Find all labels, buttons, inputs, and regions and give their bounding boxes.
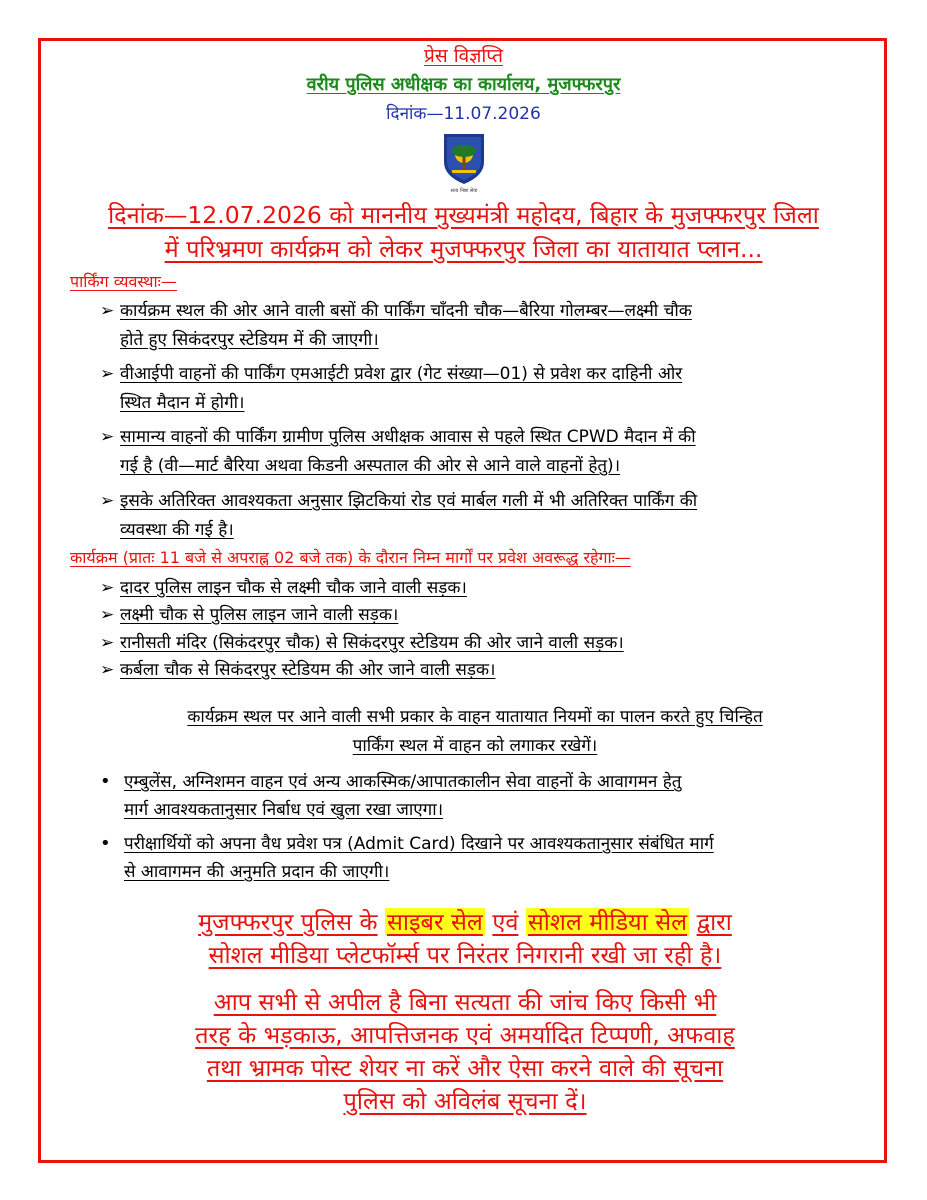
- public-appeal: आप सभी से अपील है बिना सत्यता की जांच किए किसी भी तरह के भड़काऊ, आपत्तिजनक एवं अमर्यादित टिप्पणी, अफवाह तथा भ्रामक पोस्ट शेयर ना करें और ऐसा करने वाले की सूचना पुलिस को अविलंब सूचना दें।: [195, 988, 735, 1115]
- parking-item: ➢ वीआईपी वाहनों की पार्किंग एमआईटी प्रवेश द्वार (गेट संख्या—01) से प्रवेश कर दाहिनी ओर स्थित मैदान में होगी।: [100, 360, 875, 418]
- traffic-rules-note: कार्यक्रम स्थल पर आने वाली सभी प्रकार के वाहन यातायात नियमों का पालन करते हुए चिन्हित पार्किंग स्थल में वाहन को लगाकर रखेगें।: [187, 707, 763, 756]
- bullet-dot-icon: •: [100, 771, 111, 792]
- press-release-title: प्रेस विज्ञप्ति: [424, 45, 503, 67]
- svg-text:सत्य निष्ठा सेवा: सत्य निष्ठा सेवा: [450, 188, 478, 194]
- emergency-note: • एम्बुलेंस, अग्निशमन वाहन एवं अन्य आकस्मिक/आपातकालीन सेवा वाहनों के आवागमन हेतु मार्ग आवश्यकतानुसार निर्बाध एवं खुला रखा जाएगा।: [100, 768, 870, 824]
- parking-item: ➢ इसके अतिरिक्त आवश्यकता अनुसार झिटकियां रोड एवं मार्बल गली में भी अतिरिक्त पार्किंग की व्यवस्था की गई है।: [100, 487, 875, 545]
- arrow-bullet-icon: ➢: [100, 660, 115, 680]
- arrow-bullet-icon: ➢: [100, 364, 115, 384]
- exam-candidates-note: • परीक्षार्थियों को अपना वैध प्रवेश पत्र (Admit Card) दिखाने पर आवश्यकतानुसार संबंधित मार्ग से आवागमन की अनुमति प्रदान की जाएगी।: [100, 830, 870, 886]
- social-media-cell-highlight: सोशल मीडिया सेल: [527, 908, 688, 936]
- restricted-heading: कार्यक्रम (प्रातः 11 बजे से अपराह्न 02 बजे तक) के दौरान निम्न मार्गों पर प्रवेश अवरूद्ध रहेगाः—: [70, 548, 631, 567]
- release-date: दिनांक—11.07.2026: [386, 104, 541, 124]
- arrow-bullet-icon: ➢: [100, 301, 115, 321]
- restricted-route: ➢ लक्ष्मी चौक से पुलिस लाइन जाने वाली सड़क।: [100, 601, 875, 630]
- parking-item: ➢ कार्यक्रम स्थल की ओर आने वाली बसों की पार्किंग चाँदनी चौक—बैरिया गोलम्बर—लक्ष्मी चौक होते हुए सिकंदरपुर स्टेडियम में की जाएगी।: [100, 297, 875, 355]
- bihar-police-logo: [438, 132, 490, 194]
- bullet-dot-icon: •: [100, 833, 111, 854]
- restricted-route: ➢ रानीसती मंदिर (सिकंदरपुर चौक) से सिकंदरपुर स्टेडियम की ओर जाने वाली सड़क।: [100, 629, 875, 658]
- headline: दिनांक—12.07.2026 को माननीय मुख्यमंत्री महोदय, बिहार के मुजफ्फरपुर जिला में परिभ्रमण कार्यक्रम को लेकर मुजफ्फरपुर जिला का यातायात प्लान...: [108, 201, 819, 263]
- arrow-bullet-icon: ➢: [100, 578, 115, 598]
- office-name: वरीय पुलिस अधीक्षक का कार्यालय, मुजफ्फरपुर: [306, 74, 621, 95]
- cyber-monitoring-notice: मुजफ्फरपुर पुलिस के साइबर सेल एवं सोशल मीडिया सेल द्वारा सोशल मीडिया प्लेटफॉर्म्स पर निरंतर निगरानी रखी जा रही है।: [198, 908, 732, 969]
- restricted-route: ➢ दादर पुलिस लाइन चौक से लक्ष्मी चौक जाने वाली सड़क।: [100, 574, 875, 603]
- arrow-bullet-icon: ➢: [100, 491, 115, 511]
- parking-heading: पार्किंग व्यवस्थाः—: [70, 272, 177, 291]
- restricted-route: ➢ कर्बला चौक से सिकंदरपुर स्टेडियम की ओर जाने वाली सड़क।: [100, 656, 875, 685]
- arrow-bullet-icon: ➢: [100, 605, 115, 625]
- parking-item: ➢ सामान्य वाहनों की पार्किंग ग्रामीण पुलिस अधीक्षक आवास से पहले स्थित CPWD मैदान में की गई है (वी—मार्ट बैरिया अथवा किडनी अस्पताल की ओर से आने वाले वाहनों हेतु)।: [100, 423, 875, 481]
- arrow-bullet-icon: ➢: [100, 633, 115, 653]
- cyber-cell-highlight: साइबर सेल: [387, 908, 483, 936]
- arrow-bullet-icon: ➢: [100, 427, 115, 447]
